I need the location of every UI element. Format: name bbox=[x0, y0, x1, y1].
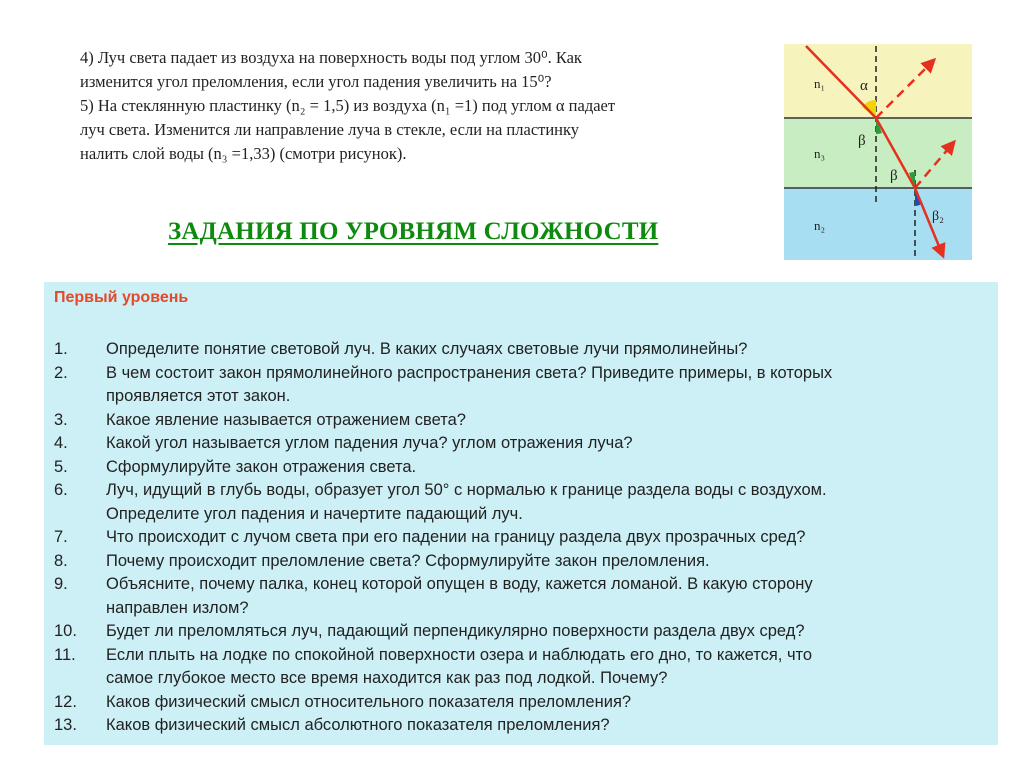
question-item bbox=[54, 714, 988, 738]
question-number: 9. bbox=[54, 575, 68, 593]
refraction-diagram bbox=[784, 44, 972, 260]
glass-layer bbox=[784, 188, 972, 260]
label-beta-upper: β bbox=[858, 133, 866, 149]
question-text bbox=[106, 362, 988, 409]
question-text-line: Определите угол падения и начертите падающий луч. bbox=[106, 504, 523, 523]
problem-5-line-1: 5) На стеклянную пластинку (n₂ = 1,5) из воздуха (n₁ =1) под углом α падает bbox=[80, 96, 616, 115]
question-text-line: Почему происходит преломление света? Сформулируйте закон преломления. bbox=[106, 551, 710, 570]
section-heading: ЗАДАНИЯ ПО УРОВНЯМ СЛОЖНОСТИ bbox=[168, 218, 659, 245]
question-number: 4. bbox=[54, 434, 68, 452]
question-item bbox=[54, 644, 988, 691]
question-number: 2. bbox=[54, 363, 68, 382]
question-number: 13. bbox=[54, 716, 77, 734]
question-text-line: направлен излом? bbox=[106, 598, 249, 617]
question-number: 6. bbox=[54, 481, 68, 499]
question-text bbox=[106, 456, 988, 480]
question-text bbox=[106, 550, 988, 574]
question-item bbox=[54, 456, 988, 480]
question-text bbox=[106, 620, 988, 644]
question-item bbox=[54, 691, 988, 715]
question-text-line: Сформулируйте закон отражения света. bbox=[106, 457, 417, 476]
label-beta2: β₂ bbox=[932, 209, 945, 224]
question-item bbox=[54, 550, 988, 574]
question-number: 10. bbox=[54, 622, 77, 640]
question-text-line: Какое явление называется отражением света? bbox=[106, 410, 466, 429]
label-alpha: α bbox=[860, 78, 868, 94]
question-text-line: Каков физический смысл относительного показателя преломления? bbox=[106, 692, 632, 711]
question-number: 8. bbox=[54, 551, 68, 570]
question-number: 1. bbox=[54, 340, 68, 358]
question-text bbox=[106, 573, 988, 620]
question-text-line: Будет ли преломляться луч, падающий перпендикулярно поверхности раздела двух сред? bbox=[106, 622, 805, 640]
question-text-line: Какой угол называется углом падения луча? углом отражения луча? bbox=[106, 434, 633, 452]
question-item bbox=[54, 362, 988, 409]
question-text-line: Что происходит с лучом света при его падении на границу раздела двух прозрачных сред? bbox=[106, 528, 806, 546]
question-text bbox=[106, 526, 988, 550]
question-item bbox=[54, 479, 988, 526]
problem-5-line-2: луч света. Изменится ли направление луча в стекле, если на пластинку bbox=[80, 120, 580, 139]
question-number: 3. bbox=[54, 410, 68, 429]
question-text-line: Луч, идущий в глубь воды, образует угол 50° с нормалью к границе раздела воды с воздухом. bbox=[106, 481, 827, 499]
label-n2: n₂ bbox=[814, 218, 826, 233]
question-item bbox=[54, 409, 988, 433]
first-level-panel bbox=[44, 282, 998, 745]
question-text-line: Определите понятие световой луч. В каких случаях световые лучи прямолинейны? bbox=[106, 340, 748, 358]
label-n1: n₁ bbox=[814, 76, 826, 91]
problem-4-line-2: изменится угол преломления, если угол падения увеличить на 15⁰? bbox=[80, 72, 552, 91]
problems-block bbox=[80, 46, 740, 166]
question-text-line: Если плыть на лодке по спокойной поверхности озера и наблюдать его дно, то кажется, что bbox=[106, 645, 813, 664]
question-text bbox=[106, 644, 988, 691]
question-item bbox=[54, 620, 988, 644]
question-text-line: самое глубокое место все время находится как раз под лодкой. Почему? bbox=[106, 669, 668, 687]
question-item bbox=[54, 573, 988, 620]
problem-4-line-1: 4) Луч света падает из воздуха на поверхность воды под углом 30⁰. Как bbox=[80, 48, 582, 67]
label-beta-lower: β bbox=[890, 168, 898, 184]
question-number: 12. bbox=[54, 692, 77, 711]
question-list bbox=[54, 338, 988, 738]
question-number: 11. bbox=[54, 645, 76, 664]
question-item bbox=[54, 526, 988, 550]
question-text-line: проявляется этот закон. bbox=[106, 387, 291, 405]
level-title: Первый уровень bbox=[54, 289, 189, 306]
question-text bbox=[106, 691, 988, 715]
question-text bbox=[106, 338, 988, 362]
question-item bbox=[54, 432, 988, 456]
question-text-line: Объясните, почему палка, конец которой опущен в воду, кажется ломаной. В какую сторону bbox=[106, 575, 813, 593]
question-text bbox=[106, 479, 988, 526]
question-text bbox=[106, 409, 988, 433]
question-text-line: Каков физический смысл абсолютного показателя преломления? bbox=[106, 716, 610, 734]
question-number: 7. bbox=[54, 528, 68, 546]
question-text bbox=[106, 432, 988, 456]
question-item bbox=[54, 338, 988, 362]
air-layer bbox=[784, 44, 972, 118]
question-text bbox=[106, 714, 988, 738]
problem-5-line-3: налить слой воды (n₃ =1,33) (смотри рисунок). bbox=[80, 144, 407, 163]
question-text-line: В чем состоит закон прямолинейного распространения света? Приведите примеры, в которых bbox=[106, 363, 833, 382]
label-n3: n₃ bbox=[814, 146, 826, 161]
question-number: 5. bbox=[54, 457, 68, 476]
